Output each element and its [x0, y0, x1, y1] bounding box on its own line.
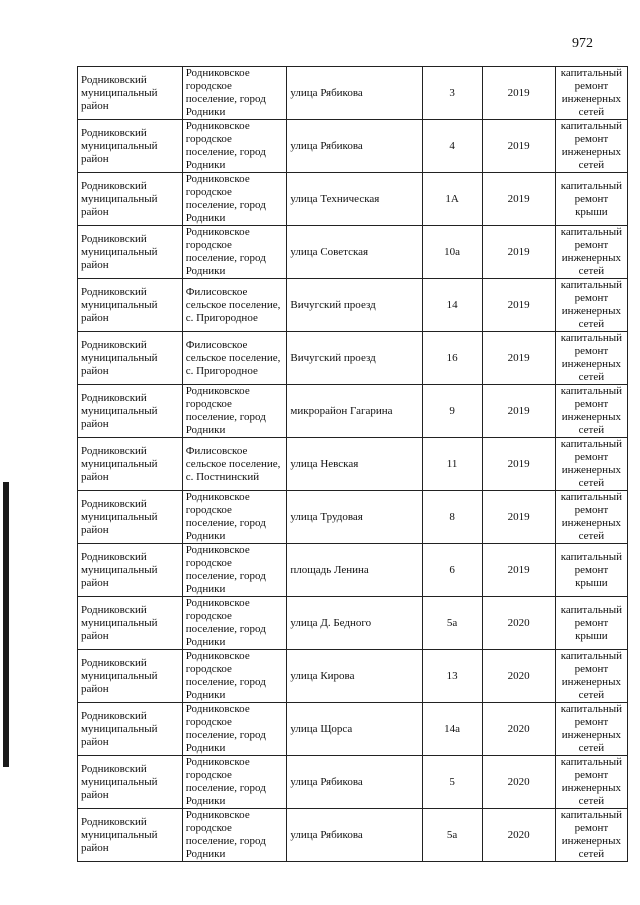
- house-number-cell: 14: [422, 279, 482, 332]
- table-row: [78, 120, 628, 173]
- table-row: [78, 385, 628, 438]
- table-row: [78, 544, 628, 597]
- street-cell: улица Трудовая: [287, 491, 422, 544]
- work-type-cell: капитальный ремонт крыши: [555, 597, 627, 650]
- table-row: [78, 597, 628, 650]
- year-cell: 2019: [482, 332, 555, 385]
- street-cell: микрорайон Гагарина: [287, 385, 422, 438]
- table-row: [78, 809, 628, 862]
- district-cell: Родниковский муниципальный район: [78, 279, 183, 332]
- house-number-cell: 9: [422, 385, 482, 438]
- district-cell: Родниковский муниципальный район: [78, 809, 183, 862]
- page-number: 972: [572, 36, 593, 51]
- district-cell: Родниковский муниципальный район: [78, 67, 183, 120]
- street-cell: Вичугский проезд: [287, 332, 422, 385]
- housing-repair-table: [77, 66, 628, 862]
- work-type-cell: капитальный ремонт инженерных сетей: [555, 650, 627, 703]
- settlement-cell: Филисовское сельское поселение, с. Пригородное: [182, 332, 287, 385]
- district-cell: Родниковский муниципальный район: [78, 756, 183, 809]
- work-type-cell: капитальный ремонт инженерных сетей: [555, 438, 627, 491]
- district-cell: Родниковский муниципальный район: [78, 597, 183, 650]
- year-cell: 2019: [482, 385, 555, 438]
- table-row: [78, 650, 628, 703]
- settlement-cell: Филисовское сельское поселение, с. Пригородное: [182, 279, 287, 332]
- district-cell: Родниковский муниципальный район: [78, 491, 183, 544]
- settlement-cell: Родниковское городское поселение, город Родники: [182, 703, 287, 756]
- district-cell: Родниковский муниципальный район: [78, 385, 183, 438]
- district-cell: Родниковский муниципальный район: [78, 438, 183, 491]
- year-cell: 2019: [482, 438, 555, 491]
- settlement-cell: Родниковское городское поселение, город Родники: [182, 491, 287, 544]
- house-number-cell: 8: [422, 491, 482, 544]
- work-type-cell: капитальный ремонт инженерных сетей: [555, 67, 627, 120]
- district-cell: Родниковский муниципальный район: [78, 173, 183, 226]
- table-row: [78, 703, 628, 756]
- year-cell: 2020: [482, 703, 555, 756]
- settlement-cell: Родниковское городское поселение, город Родники: [182, 67, 287, 120]
- street-cell: площадь Ленина: [287, 544, 422, 597]
- work-type-cell: капитальный ремонт инженерных сетей: [555, 120, 627, 173]
- district-cell: Родниковский муниципальный район: [78, 650, 183, 703]
- street-cell: улица Рябикова: [287, 756, 422, 809]
- year-cell: 2019: [482, 67, 555, 120]
- year-cell: 2019: [482, 544, 555, 597]
- street-cell: улица Рябикова: [287, 809, 422, 862]
- year-cell: 2020: [482, 809, 555, 862]
- district-cell: Родниковский муниципальный район: [78, 226, 183, 279]
- work-type-cell: капитальный ремонт инженерных сетей: [555, 332, 627, 385]
- work-type-cell: капитальный ремонт крыши: [555, 544, 627, 597]
- district-cell: Родниковский муниципальный район: [78, 120, 183, 173]
- house-number-cell: 16: [422, 332, 482, 385]
- street-cell: Вичугский проезд: [287, 279, 422, 332]
- work-type-cell: капитальный ремонт инженерных сетей: [555, 491, 627, 544]
- year-cell: 2019: [482, 120, 555, 173]
- settlement-cell: Родниковское городское поселение, город Родники: [182, 650, 287, 703]
- table-row: [78, 332, 628, 385]
- settlement-cell: Родниковское городское поселение, город Родники: [182, 544, 287, 597]
- table-row: [78, 756, 628, 809]
- settlement-cell: Родниковское городское поселение, город Родники: [182, 597, 287, 650]
- house-number-cell: 10а: [422, 226, 482, 279]
- settlement-cell: Родниковское городское поселение, город Родники: [182, 385, 287, 438]
- work-type-cell: капитальный ремонт инженерных сетей: [555, 809, 627, 862]
- street-cell: улица Рябикова: [287, 120, 422, 173]
- house-number-cell: 5а: [422, 809, 482, 862]
- street-cell: улица Щорса: [287, 703, 422, 756]
- work-type-cell: капитальный ремонт инженерных сетей: [555, 226, 627, 279]
- house-number-cell: 13: [422, 650, 482, 703]
- street-cell: улица Кирова: [287, 650, 422, 703]
- house-number-cell: 3: [422, 67, 482, 120]
- house-number-cell: 4: [422, 120, 482, 173]
- street-cell: улица Техническая: [287, 173, 422, 226]
- house-number-cell: 6: [422, 544, 482, 597]
- settlement-cell: Родниковское городское поселение, город Родники: [182, 809, 287, 862]
- house-number-cell: 14а: [422, 703, 482, 756]
- work-type-cell: капитальный ремонт инженерных сетей: [555, 756, 627, 809]
- settlement-cell: Родниковское городское поселение, город Родники: [182, 173, 287, 226]
- house-number-cell: 1А: [422, 173, 482, 226]
- table-row: [78, 438, 628, 491]
- year-cell: 2019: [482, 226, 555, 279]
- table-row: [78, 173, 628, 226]
- street-cell: улица Рябикова: [287, 67, 422, 120]
- table-row: [78, 279, 628, 332]
- house-number-cell: 5: [422, 756, 482, 809]
- year-cell: 2019: [482, 173, 555, 226]
- street-cell: улица Невская: [287, 438, 422, 491]
- table-row: [78, 491, 628, 544]
- table-body: [78, 67, 628, 862]
- table-row: [78, 67, 628, 120]
- year-cell: 2019: [482, 279, 555, 332]
- year-cell: 2020: [482, 756, 555, 809]
- year-cell: 2020: [482, 650, 555, 703]
- year-cell: 2019: [482, 491, 555, 544]
- district-cell: Родниковский муниципальный район: [78, 703, 183, 756]
- street-cell: улица Д. Бедного: [287, 597, 422, 650]
- settlement-cell: Родниковское городское поселение, город Родники: [182, 120, 287, 173]
- district-cell: Родниковский муниципальный район: [78, 332, 183, 385]
- house-number-cell: 11: [422, 438, 482, 491]
- district-cell: Родниковский муниципальный район: [78, 544, 183, 597]
- settlement-cell: Родниковское городское поселение, город Родники: [182, 226, 287, 279]
- house-number-cell: 5а: [422, 597, 482, 650]
- work-type-cell: капитальный ремонт инженерных сетей: [555, 385, 627, 438]
- settlement-cell: Филисовское сельское поселение, с. Постнинский: [182, 438, 287, 491]
- work-type-cell: капитальный ремонт крыши: [555, 173, 627, 226]
- work-type-cell: капитальный ремонт инженерных сетей: [555, 279, 627, 332]
- table-row: [78, 226, 628, 279]
- scan-margin-mark: [3, 482, 9, 767]
- year-cell: 2020: [482, 597, 555, 650]
- work-type-cell: капитальный ремонт инженерных сетей: [555, 703, 627, 756]
- settlement-cell: Родниковское городское поселение, город Родники: [182, 756, 287, 809]
- street-cell: улица Советская: [287, 226, 422, 279]
